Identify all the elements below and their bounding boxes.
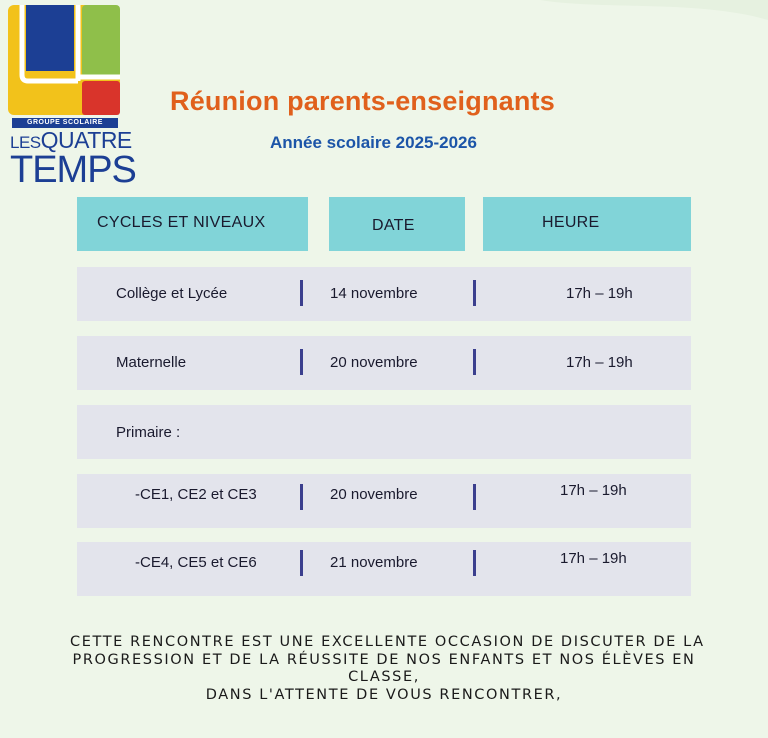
header-heure xyxy=(483,197,691,251)
footer-line: DANS L'ATTENTE DE VOUS RENCONTRER, xyxy=(205,686,563,703)
row-level: Maternelle xyxy=(116,354,187,371)
footer-line: CETTE RENCONTRE EST UNE EXCELLENTE OCCASION DE DISCUTER DE LA xyxy=(70,634,705,650)
row-time: 17h – 19h xyxy=(560,482,627,499)
page-title: Réunion parents-enseignants xyxy=(170,86,555,116)
footer-line: CLASSE, xyxy=(348,669,420,685)
row-date: 14 novembre xyxy=(330,285,418,302)
page-subtitle: Année scolaire 2025-2026 xyxy=(270,133,477,152)
row-date: 21 novembre xyxy=(330,554,418,571)
table-row xyxy=(77,336,691,390)
logo-prefix: LES xyxy=(10,133,41,152)
row-date: 20 novembre xyxy=(330,354,418,371)
row-level: Collège et Lycée xyxy=(116,285,228,302)
row-divider xyxy=(473,550,476,576)
row-level: Primaire : xyxy=(116,424,181,441)
row-divider xyxy=(473,280,476,306)
header-heure-label: HEURE xyxy=(542,214,600,231)
school-logo xyxy=(8,5,136,191)
row-divider xyxy=(473,484,476,510)
header-date xyxy=(329,197,465,251)
table-row xyxy=(77,267,691,321)
row-divider xyxy=(300,349,303,375)
row-time: 17h – 19h xyxy=(566,285,633,302)
table-row xyxy=(77,542,691,596)
row-date: 20 novembre xyxy=(330,486,418,503)
logo-quatre: QUATRE xyxy=(40,127,132,153)
row-divider xyxy=(473,349,476,375)
header-cycles xyxy=(77,197,308,251)
logo-temps: TEMPS xyxy=(10,149,136,191)
footer-message xyxy=(70,634,705,704)
table-row xyxy=(77,474,691,528)
row-divider xyxy=(300,484,303,510)
row-divider xyxy=(300,550,303,576)
header-cycles-label: CYCLES ET NIVEAUX xyxy=(97,214,266,231)
row-divider xyxy=(300,280,303,306)
footer-line: PROGRESSION ET DE LA RÉUSSITE DE NOS ENFANTS ET NOS ÉLÈVES EN xyxy=(72,651,696,668)
header-date-label: DATE xyxy=(372,217,415,234)
row-level: -CE1, CE2 et CE3 xyxy=(135,486,257,503)
logo-mark-icon xyxy=(8,5,120,115)
table-row xyxy=(77,405,691,459)
row-time: 17h – 19h xyxy=(566,354,633,371)
logo-band-text: GROUPE SCOLAIRE xyxy=(12,118,118,128)
row-level: -CE4, CE5 et CE6 xyxy=(135,554,257,571)
row-time: 17h – 19h xyxy=(560,550,627,567)
